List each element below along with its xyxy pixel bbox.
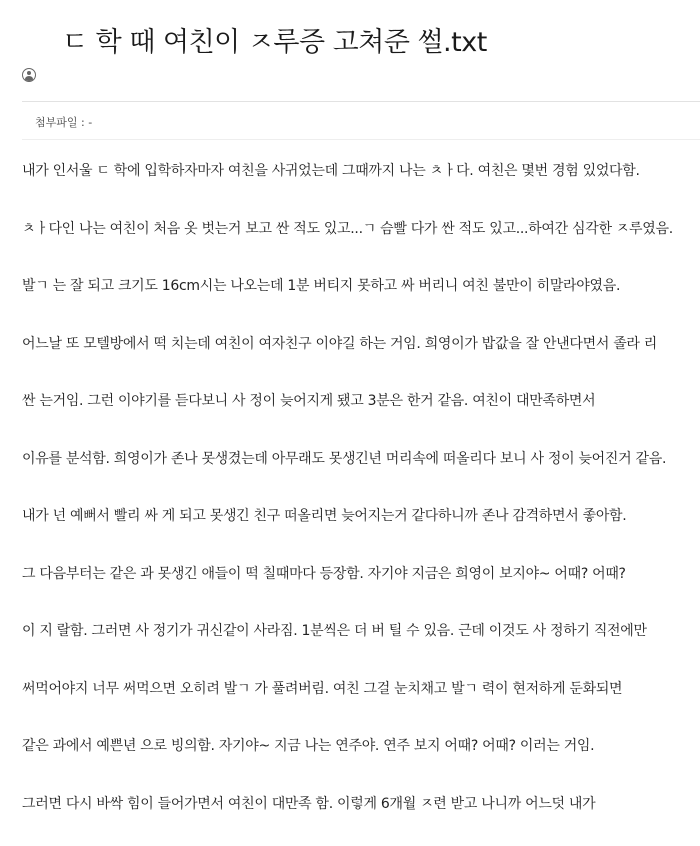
header-divider: [22, 101, 700, 102]
body-line: 그러면 다시 바싹 힘이 들어가면서 여친이 대만족 함. 이렇게 6개월 ㅈ련 받고 나니까 어느덧 내가: [22, 795, 596, 812]
body-line: 같은 과에서 예쁜년 으로 빙의함. 자기야~ 지금 나는 연주야. 연주 보지 어때? 어때? 이러는 거임.: [22, 738, 595, 754]
body-line: 어느날 또 모텔방에서 떡 치는데 여친이 여자친구 이야길 하는 거임. 희영이가 밥값을 잘 안낸다면서 졸라 리: [22, 335, 658, 352]
body-line: 내가 인서울 ㄷ 학에 입학하자마자 여친을 사귀었는데 그때까지 나는 ㅊㅏ다. 여친은 몇번 경험 있었다함.: [22, 163, 640, 179]
attachment-divider: [22, 139, 700, 140]
user-icon[interactable]: [22, 68, 36, 82]
body-line: 내가 넌 예뻐서 빨리 싸 게 되고 못생긴 친구 떠올리면 늦어지는거 같다하니까 존나 감격하면서 좋아함.: [22, 508, 627, 524]
author-row[interactable]: [22, 68, 36, 86]
body-line: 이유를 분석함. 희영이가 존나 못생겼는데 아무래도 못생긴년 머리속에 떠올리다 보니 사 정이 늦어진거 같음.: [22, 450, 667, 467]
attachment-label: 첨부파일 : -: [35, 116, 93, 129]
post-title: ㄷ 학 때 여친이 ㅈ루증 고쳐준 썰.txt: [62, 27, 487, 58]
body-line: 싼 는거임. 그런 이야기를 듣다보니 사 정이 늦어지게 됐고 3분은 한거 같음. 여친이 대만족하면서: [22, 393, 596, 409]
body-line: 써먹어야지 너무 써먹으면 오히려 발ㄱ 가 풀려버림. 여친 그걸 눈치채고 발ㄱ 력이 현저하게 둔화되면: [22, 680, 623, 697]
body-line: 그 다음부터는 같은 과 못생긴 애들이 떡 칠때마다 등장함. 자기야 지금은 희영이 보지야~ 어때? 어때?: [22, 565, 626, 582]
body-line: 발ㄱ 는 잘 되고 크기도 16cm시는 나오는데 1분 버티지 못하고 싸 버리니 여친 불만이 히말라야였음.: [22, 278, 621, 294]
post-body: [22, 156, 692, 846]
body-line: ㅊㅏ다인 나는 여친이 처음 옷 벗는거 보고 싼 적도 있고...ㄱ 슴빨 다가 싼 적도 있고...하여간 심각한 ㅈ루였음.: [22, 220, 673, 237]
body-line: 이 지 랄함. 그러면 사 정기가 귀신같이 사라짐. 1분씩은 더 버 틸 수 있음. 근데 이것도 사 정하기 직전에만: [22, 623, 647, 639]
